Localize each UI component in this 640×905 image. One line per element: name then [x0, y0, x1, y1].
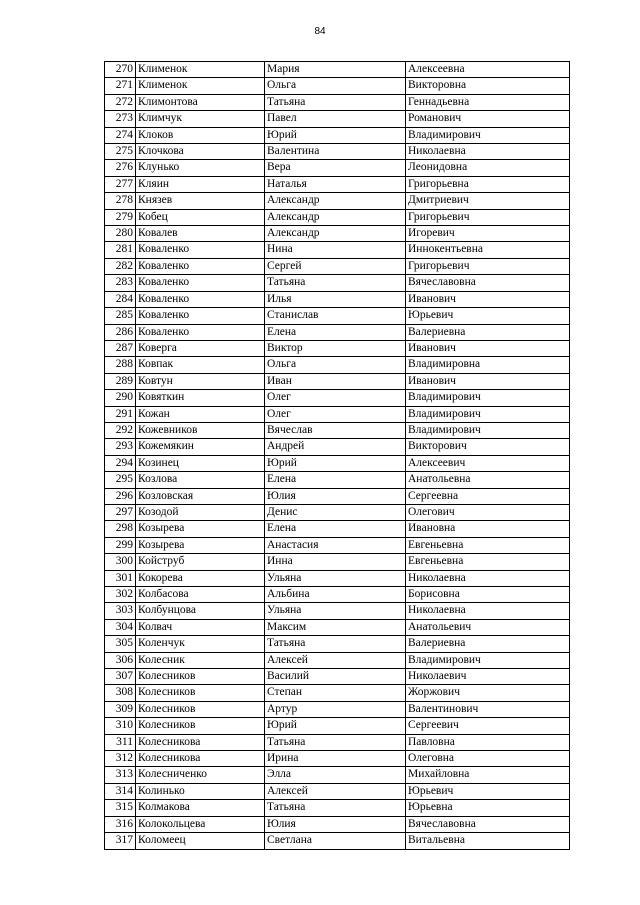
row-number-cell: 274: [105, 127, 136, 143]
row-number-cell: 280: [105, 226, 136, 242]
patronymic-cell: Владимирович: [406, 127, 570, 143]
first-name-cell: Вера: [265, 160, 406, 176]
row-number-cell: 301: [105, 570, 136, 586]
patronymic-cell: Вячеславовна: [406, 275, 570, 291]
patronymic-cell: Алексеевна: [406, 62, 570, 78]
patronymic-cell: Владимирович: [406, 422, 570, 438]
patronymic-cell: Юрьевич: [406, 783, 570, 799]
first-name-cell: Татьяна: [265, 94, 406, 110]
first-name-cell: Юлия: [265, 488, 406, 504]
first-name-cell: Станислав: [265, 308, 406, 324]
page-number: 84: [314, 26, 326, 37]
table-row: [105, 652, 570, 668]
first-name-cell: Юлия: [265, 816, 406, 832]
last-name-cell: Кляин: [136, 176, 265, 192]
row-number-cell: 307: [105, 669, 136, 685]
last-name-cell: Князев: [136, 193, 265, 209]
patronymic-cell: Алексеевич: [406, 455, 570, 471]
row-number-cell: 313: [105, 767, 136, 783]
table-row: [105, 783, 570, 799]
table-row: [105, 488, 570, 504]
patronymic-cell: Владимирович: [406, 390, 570, 406]
patronymic-cell: Владимировна: [406, 357, 570, 373]
patronymic-cell: Сергеевна: [406, 488, 570, 504]
row-number-cell: 311: [105, 734, 136, 750]
first-name-cell: Ольга: [265, 357, 406, 373]
row-number-cell: 304: [105, 619, 136, 635]
patronymic-cell: Олегович: [406, 504, 570, 520]
row-number-cell: 298: [105, 521, 136, 537]
row-number-cell: 295: [105, 472, 136, 488]
row-number-cell: 290: [105, 390, 136, 406]
last-name-cell: Клименок: [136, 62, 265, 78]
table-row: [105, 357, 570, 373]
first-name-cell: Павел: [265, 111, 406, 127]
first-name-cell: Степан: [265, 685, 406, 701]
table-row: [105, 308, 570, 324]
row-number-cell: 294: [105, 455, 136, 471]
row-number-cell: 310: [105, 718, 136, 734]
table-row: [105, 636, 570, 652]
row-number-cell: 289: [105, 373, 136, 389]
last-name-cell: Коваленко: [136, 275, 265, 291]
table-row: [105, 685, 570, 701]
first-name-cell: Сергей: [265, 258, 406, 274]
last-name-cell: Ковалев: [136, 226, 265, 242]
first-name-cell: Мария: [265, 62, 406, 78]
table-row: [105, 390, 570, 406]
row-number-cell: 303: [105, 603, 136, 619]
first-name-cell: Татьяна: [265, 734, 406, 750]
last-name-cell: Коленчук: [136, 636, 265, 652]
patronymic-cell: Иванович: [406, 340, 570, 356]
patronymic-cell: Михайловна: [406, 767, 570, 783]
row-number-cell: 314: [105, 783, 136, 799]
last-name-cell: Козинец: [136, 455, 265, 471]
patronymic-cell: Юрьевич: [406, 308, 570, 324]
row-number-cell: 273: [105, 111, 136, 127]
row-number-cell: 281: [105, 242, 136, 258]
first-name-cell: Олег: [265, 406, 406, 422]
last-name-cell: Клоков: [136, 127, 265, 143]
first-name-cell: Анастасия: [265, 537, 406, 553]
last-name-cell: Колвач: [136, 619, 265, 635]
last-name-cell: Коверга: [136, 340, 265, 356]
patronymic-cell: Григорьевич: [406, 209, 570, 225]
last-name-cell: Козырева: [136, 537, 265, 553]
first-name-cell: Юрий: [265, 455, 406, 471]
table-row: [105, 570, 570, 586]
last-name-cell: Коваленко: [136, 291, 265, 307]
first-name-cell: Юрий: [265, 718, 406, 734]
row-number-cell: 286: [105, 324, 136, 340]
row-number-cell: 312: [105, 751, 136, 767]
row-number-cell: 284: [105, 291, 136, 307]
first-name-cell: Александр: [265, 209, 406, 225]
table-row: [105, 767, 570, 783]
last-name-cell: Койструб: [136, 554, 265, 570]
last-name-cell: Козодой: [136, 504, 265, 520]
last-name-cell: Колмакова: [136, 800, 265, 816]
patronymic-cell: Павловна: [406, 734, 570, 750]
row-number-cell: 306: [105, 652, 136, 668]
roster-table: [104, 61, 570, 850]
table-row: [105, 275, 570, 291]
patronymic-cell: Валериевна: [406, 636, 570, 652]
table-row: [105, 242, 570, 258]
table-row: [105, 439, 570, 455]
row-number-cell: 288: [105, 357, 136, 373]
roster-body: [105, 62, 570, 850]
first-name-cell: Юрий: [265, 127, 406, 143]
table-row: [105, 62, 570, 78]
patronymic-cell: Вячеславовна: [406, 816, 570, 832]
patronymic-cell: Олеговна: [406, 751, 570, 767]
row-number-cell: 308: [105, 685, 136, 701]
patronymic-cell: Викторович: [406, 439, 570, 455]
last-name-cell: Колокольцева: [136, 816, 265, 832]
last-name-cell: Колесникова: [136, 751, 265, 767]
patronymic-cell: Григорьевна: [406, 176, 570, 192]
first-name-cell: Ульяна: [265, 570, 406, 586]
table-row: [105, 291, 570, 307]
row-number-cell: 291: [105, 406, 136, 422]
table-row: [105, 160, 570, 176]
table-row: [105, 176, 570, 192]
first-name-cell: Олег: [265, 390, 406, 406]
last-name-cell: Клочкова: [136, 144, 265, 160]
table-row: [105, 209, 570, 225]
patronymic-cell: Анатольевна: [406, 472, 570, 488]
patronymic-cell: Викторовна: [406, 78, 570, 94]
patronymic-cell: Григорьевич: [406, 258, 570, 274]
first-name-cell: Елена: [265, 472, 406, 488]
last-name-cell: Ковпак: [136, 357, 265, 373]
first-name-cell: Татьяна: [265, 275, 406, 291]
row-number-cell: 272: [105, 94, 136, 110]
table-row: [105, 111, 570, 127]
last-name-cell: Коломеец: [136, 833, 265, 849]
row-number-cell: 293: [105, 439, 136, 455]
patronymic-cell: Николаевна: [406, 603, 570, 619]
table-row: [105, 718, 570, 734]
last-name-cell: Колесник: [136, 652, 265, 668]
first-name-cell: Максим: [265, 619, 406, 635]
last-name-cell: Козырева: [136, 521, 265, 537]
patronymic-cell: Иннокентьевна: [406, 242, 570, 258]
last-name-cell: Колесников: [136, 701, 265, 717]
table-row: [105, 340, 570, 356]
patronymic-cell: Евгеньевна: [406, 554, 570, 570]
row-number-cell: 285: [105, 308, 136, 324]
first-name-cell: Денис: [265, 504, 406, 520]
last-name-cell: Колесниченко: [136, 767, 265, 783]
first-name-cell: Василий: [265, 669, 406, 685]
last-name-cell: Колесников: [136, 718, 265, 734]
table-row: [105, 193, 570, 209]
last-name-cell: Колесникова: [136, 734, 265, 750]
row-number-cell: 283: [105, 275, 136, 291]
first-name-cell: Елена: [265, 324, 406, 340]
patronymic-cell: Валентинович: [406, 701, 570, 717]
table-row: [105, 504, 570, 520]
patronymic-cell: Владимирович: [406, 652, 570, 668]
table-row: [105, 587, 570, 603]
last-name-cell: Кожан: [136, 406, 265, 422]
patronymic-cell: Игоревич: [406, 226, 570, 242]
table-row: [105, 734, 570, 750]
first-name-cell: Инна: [265, 554, 406, 570]
row-number-cell: 317: [105, 833, 136, 849]
last-name-cell: Колинько: [136, 783, 265, 799]
first-name-cell: Вячеслав: [265, 422, 406, 438]
patronymic-cell: Николаевна: [406, 144, 570, 160]
table-row: [105, 669, 570, 685]
patronymic-cell: Анатольевич: [406, 619, 570, 635]
row-number-cell: 305: [105, 636, 136, 652]
table-row: [105, 701, 570, 717]
first-name-cell: Ольга: [265, 78, 406, 94]
first-name-cell: Илья: [265, 291, 406, 307]
patronymic-cell: Владимирович: [406, 406, 570, 422]
table-row: [105, 603, 570, 619]
patronymic-cell: Леонидовна: [406, 160, 570, 176]
patronymic-cell: Жоржович: [406, 685, 570, 701]
first-name-cell: Элла: [265, 767, 406, 783]
patronymic-cell: Иванович: [406, 291, 570, 307]
table-row: [105, 521, 570, 537]
row-number-cell: 275: [105, 144, 136, 160]
row-number-cell: 287: [105, 340, 136, 356]
last-name-cell: Климонтова: [136, 94, 265, 110]
last-name-cell: Коваленко: [136, 242, 265, 258]
table-row: [105, 472, 570, 488]
last-name-cell: Клименок: [136, 78, 265, 94]
first-name-cell: Александр: [265, 226, 406, 242]
row-number-cell: 271: [105, 78, 136, 94]
last-name-cell: Кожемякин: [136, 439, 265, 455]
row-number-cell: 296: [105, 488, 136, 504]
row-number-cell: 297: [105, 504, 136, 520]
row-number-cell: 300: [105, 554, 136, 570]
last-name-cell: Козловская: [136, 488, 265, 504]
row-number-cell: 277: [105, 176, 136, 192]
first-name-cell: Елена: [265, 521, 406, 537]
first-name-cell: Татьяна: [265, 800, 406, 816]
last-name-cell: Колесников: [136, 685, 265, 701]
table-row: [105, 800, 570, 816]
table-row: [105, 751, 570, 767]
row-number-cell: 279: [105, 209, 136, 225]
table-row: [105, 373, 570, 389]
table-row: [105, 226, 570, 242]
first-name-cell: Наталья: [265, 176, 406, 192]
last-name-cell: Ковтун: [136, 373, 265, 389]
row-number-cell: 270: [105, 62, 136, 78]
last-name-cell: Козлова: [136, 472, 265, 488]
table-row: [105, 816, 570, 832]
table-row: [105, 324, 570, 340]
table-row: [105, 455, 570, 471]
patronymic-cell: Евгеньевна: [406, 537, 570, 553]
last-name-cell: Климчук: [136, 111, 265, 127]
patronymic-cell: Романович: [406, 111, 570, 127]
table-row: [105, 406, 570, 422]
table-row: [105, 619, 570, 635]
first-name-cell: Валентина: [265, 144, 406, 160]
row-number-cell: 292: [105, 422, 136, 438]
first-name-cell: Алексей: [265, 652, 406, 668]
first-name-cell: Иван: [265, 373, 406, 389]
first-name-cell: Алексей: [265, 783, 406, 799]
row-number-cell: 309: [105, 701, 136, 717]
first-name-cell: Светлана: [265, 833, 406, 849]
last-name-cell: Колбунцова: [136, 603, 265, 619]
patronymic-cell: Валериевна: [406, 324, 570, 340]
last-name-cell: Кокорева: [136, 570, 265, 586]
patronymic-cell: Николаевич: [406, 669, 570, 685]
table-row: [105, 144, 570, 160]
patronymic-cell: Николаевна: [406, 570, 570, 586]
table-row: [105, 78, 570, 94]
table-row: [105, 554, 570, 570]
last-name-cell: Ковяткин: [136, 390, 265, 406]
patronymic-cell: Иванович: [406, 373, 570, 389]
last-name-cell: Кожевников: [136, 422, 265, 438]
table-row: [105, 537, 570, 553]
last-name-cell: Коваленко: [136, 258, 265, 274]
first-name-cell: Альбина: [265, 587, 406, 603]
first-name-cell: Андрей: [265, 439, 406, 455]
first-name-cell: Татьяна: [265, 636, 406, 652]
last-name-cell: Колбасова: [136, 587, 265, 603]
table-row: [105, 127, 570, 143]
row-number-cell: 299: [105, 537, 136, 553]
patronymic-cell: Сергеевич: [406, 718, 570, 734]
patronymic-cell: Дмитриевич: [406, 193, 570, 209]
first-name-cell: Нина: [265, 242, 406, 258]
row-number-cell: 276: [105, 160, 136, 176]
patronymic-cell: Витальевна: [406, 833, 570, 849]
patronymic-cell: Юрьевна: [406, 800, 570, 816]
last-name-cell: Коваленко: [136, 324, 265, 340]
last-name-cell: Коваленко: [136, 308, 265, 324]
first-name-cell: Виктор: [265, 340, 406, 356]
last-name-cell: Клунько: [136, 160, 265, 176]
first-name-cell: Александр: [265, 193, 406, 209]
first-name-cell: Артур: [265, 701, 406, 717]
patronymic-cell: Геннадьевна: [406, 94, 570, 110]
table-row: [105, 258, 570, 274]
table-row: [105, 422, 570, 438]
row-number-cell: 278: [105, 193, 136, 209]
patronymic-cell: Ивановна: [406, 521, 570, 537]
table-row: [105, 94, 570, 110]
row-number-cell: 302: [105, 587, 136, 603]
row-number-cell: 316: [105, 816, 136, 832]
first-name-cell: Ульяна: [265, 603, 406, 619]
last-name-cell: Колесников: [136, 669, 265, 685]
first-name-cell: Ирина: [265, 751, 406, 767]
last-name-cell: Кобец: [136, 209, 265, 225]
row-number-cell: 282: [105, 258, 136, 274]
patronymic-cell: Борисовна: [406, 587, 570, 603]
row-number-cell: 315: [105, 800, 136, 816]
table-row: [105, 833, 570, 849]
